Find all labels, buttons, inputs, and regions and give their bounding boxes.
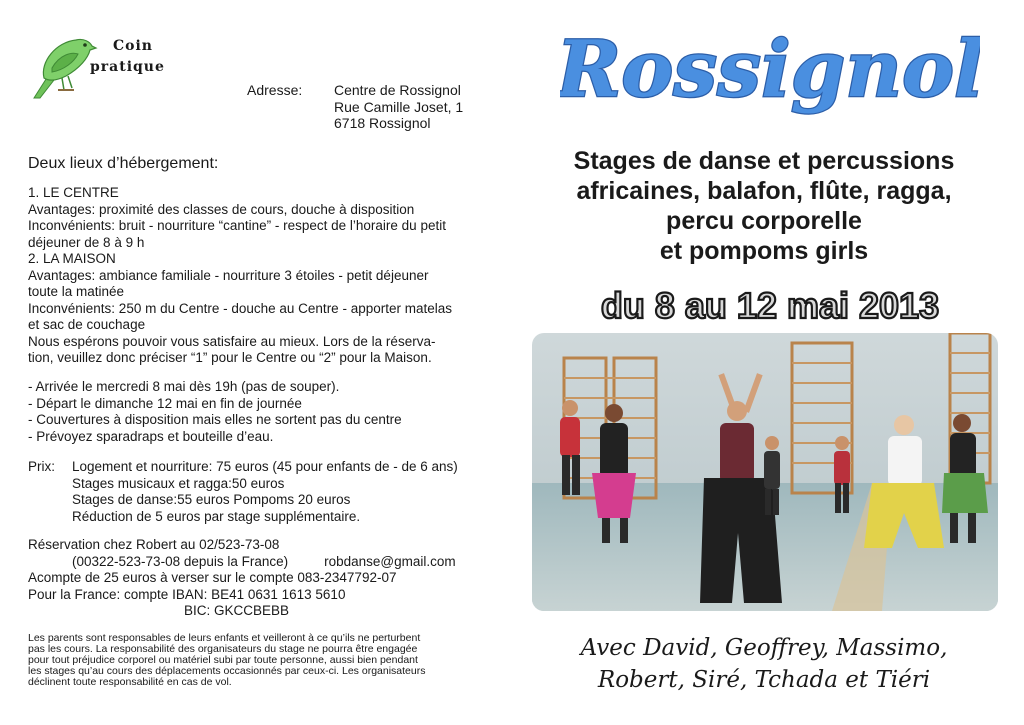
list-item: - Arrivée le mercredi 8 mai dès 19h (pas de souper). xyxy=(28,379,340,394)
reservation-email-link[interactable]: robdanse@gmail.com xyxy=(324,553,456,569)
price-item: Stages de danse:55 euros Pompoms 20 euros xyxy=(72,492,351,507)
stages-title xyxy=(530,146,998,266)
stages-title-line: et pompoms girls xyxy=(659,237,869,265)
reservation-phone-france xyxy=(28,554,498,571)
disclaimer-line: les stages qu’au cours des déplacements occasionnés par ceux-ci. Les organisateurs xyxy=(28,665,426,677)
price-label: Prix: xyxy=(28,459,55,474)
lodging-1-drawbacks: Inconvénients: bruit - nourriture “cantine” - respect de l’horaire du petit xyxy=(28,218,446,233)
rossignol-logo xyxy=(560,18,980,123)
address-line: Rue Camille Joset, 1 xyxy=(334,98,464,115)
price-item: Stages musicaux et ragga:50 euros xyxy=(72,475,285,491)
list-item: - Départ le dimanche 12 mai en fin de journée xyxy=(28,395,302,411)
lodging-1-drawbacks-cont: déjeuner de 8 à 9 h xyxy=(28,234,145,250)
lodging-details xyxy=(28,185,498,367)
teachers-list xyxy=(530,632,998,696)
event-dates xyxy=(570,280,970,330)
lodging-2-advantages-cont: toute la matinée xyxy=(28,284,125,299)
lodging-note-cont: tion, veuillez donc préciser “1” pour le Centre ou “2” pour la Maison. xyxy=(28,350,432,365)
address-line: Centre de Rossignol xyxy=(334,82,461,98)
disclaimer-line: déclinent toute responsabilité en cas de vol. xyxy=(28,676,232,688)
address-block xyxy=(334,82,463,132)
reservation-phone: Réservation chez Robert au 02/523-73-08 xyxy=(28,537,280,552)
lodging-1-title: 1. LE CENTRE xyxy=(28,185,119,200)
list-item: - Couvertures à disposition mais elles ne sortent pas du centre xyxy=(28,412,402,427)
address-line: 6718 Rossignol xyxy=(334,115,431,131)
reservation-phone-intl: (00322-523-73-08 depuis la France) xyxy=(72,553,289,569)
stages-title-line: Stages de danse et percussions xyxy=(573,147,955,175)
lodging-2-drawbacks-cont: et sac de couchage xyxy=(28,317,146,332)
price-item: Logement et nourriture: 75 euros (45 pour enfants de - de 6 ans) xyxy=(72,459,458,474)
corner-title-pratique: pratique xyxy=(90,59,165,75)
lodging-2-drawbacks: Inconvénients: 250 m du Centre - douche au Centre - apporter matelas xyxy=(28,300,452,316)
price-list xyxy=(72,459,458,525)
reservation-block xyxy=(28,537,498,620)
price-item: Réduction de 5 euros par stage supplémentaire. xyxy=(72,508,361,524)
lodging-note: Nous espérons pouvoir vous satisfaire au mieux. Lors de la réserva- xyxy=(28,333,436,349)
stages-title-line: percu corporelle xyxy=(666,207,862,235)
lodging-title: Deux lieux d’hébergement: xyxy=(28,155,219,172)
logo-text: Rossignol xyxy=(560,24,980,115)
disclaimer xyxy=(28,633,498,688)
bic-info: BIC: GKCCBEBB xyxy=(184,603,290,618)
list-item: - Prévoyez sparadraps et bouteille d’eau. xyxy=(28,428,274,444)
dance-class-photo xyxy=(532,333,998,611)
dates-text: du 8 au 12 mai 2013 xyxy=(600,285,940,326)
practical-list xyxy=(28,379,498,445)
stages-title-line: africaines, balafon, flûte, ragga, xyxy=(576,177,952,205)
teachers-line: Robert, Siré, Tchada et Tiéri xyxy=(597,667,931,693)
corner-title-coin: Coin xyxy=(113,38,153,54)
iban-info: Pour la France: compte IBAN: BE41 0631 1613 5610 xyxy=(28,586,346,602)
disclaimer-line: pas les cours. La responsabilité des organisateurs du stage ne pourra être engagée xyxy=(28,643,418,655)
lodging-2-title: 2. LA MAISON xyxy=(28,251,116,266)
lodging-1-advantages: Avantages: proximité des classes de cours, douche à disposition xyxy=(28,201,415,217)
lodging-2-advantages: Avantages: ambiance familiale - nourriture 3 étoiles - petit déjeuner xyxy=(28,267,429,283)
deposit-info: Acompte de 25 euros à verser sur le compte 083-2347792-07 xyxy=(28,570,397,585)
address-label: Adresse: xyxy=(247,82,303,98)
teachers-line: Avec David, Geoffrey, Massimo, xyxy=(580,635,948,661)
disclaimer-line: pour tout préjudice corporel ou matériel subi par toute personne, aussi bien pendant xyxy=(28,654,418,666)
disclaimer-line: Les parents sont responsables de leurs enfants et veilleront à ce qu’ils ne perturbent xyxy=(28,632,421,644)
